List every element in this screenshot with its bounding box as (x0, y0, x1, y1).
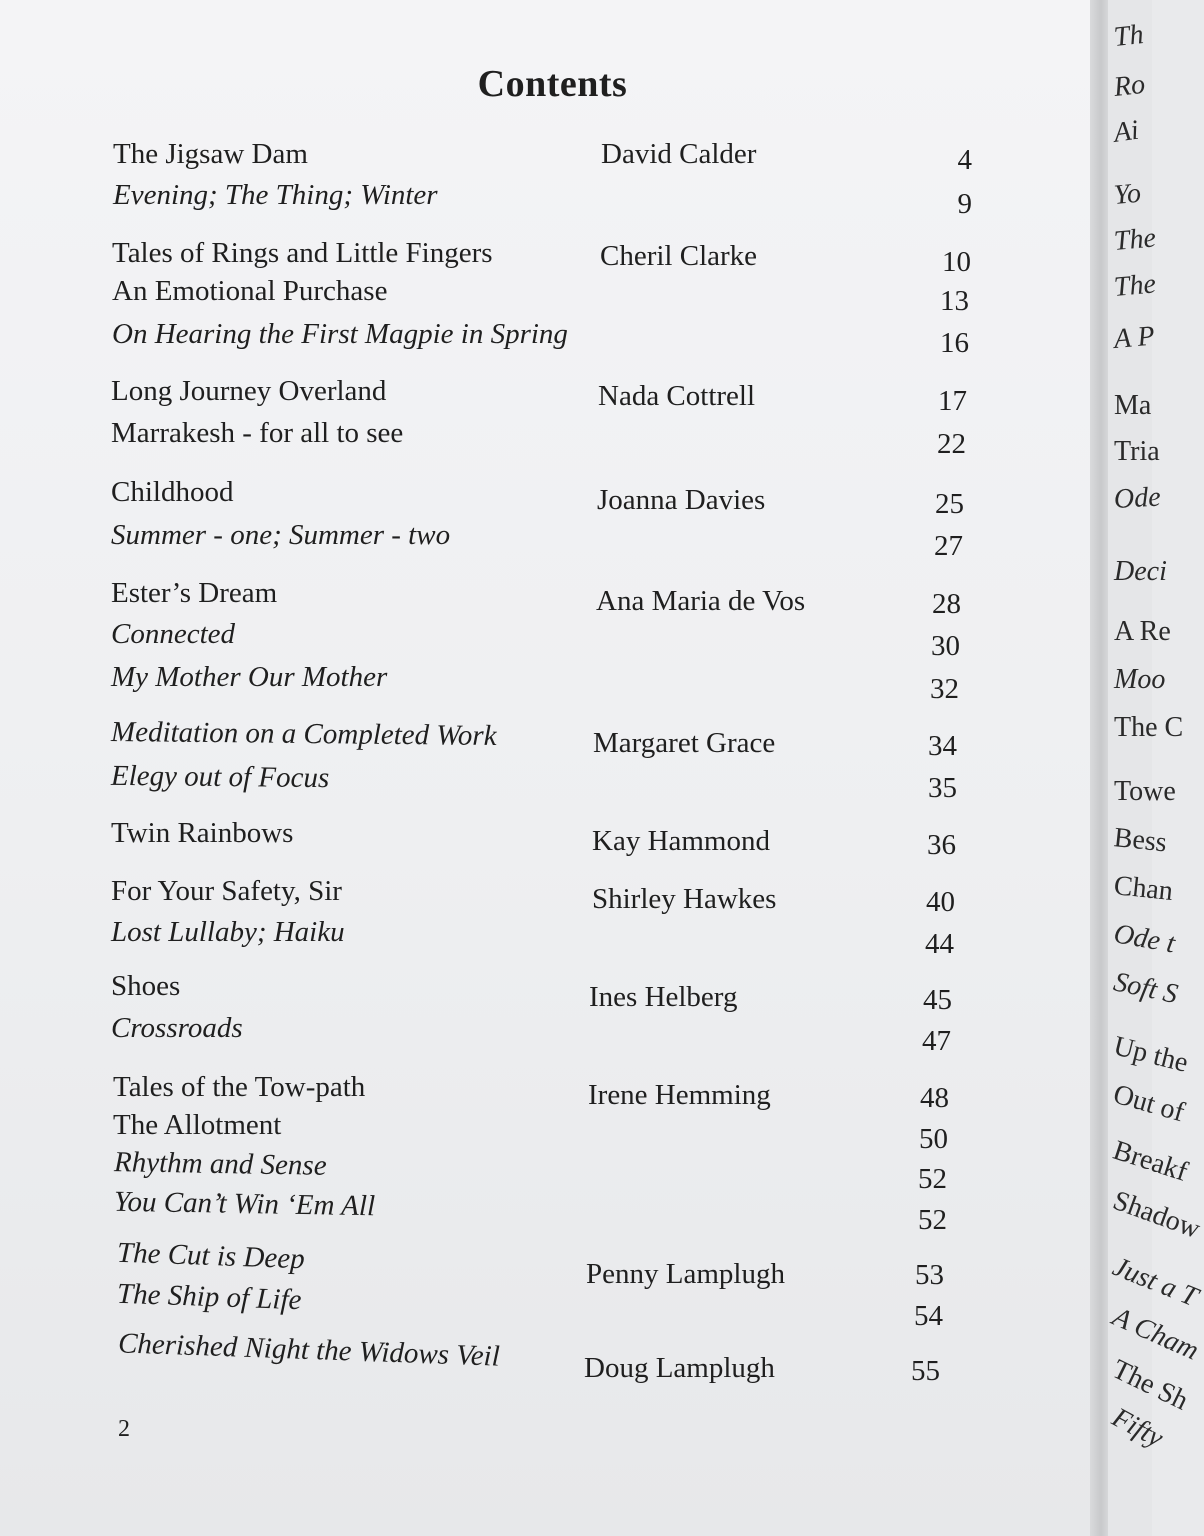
entry-page-number: 44 (925, 928, 954, 960)
entry-title: Twin Rainbows (111, 817, 294, 849)
entry-page-number: 9 (957, 188, 972, 220)
entry-title: Summer - one; Summer - two (111, 519, 451, 551)
facing-page-fragment: Ai (1111, 114, 1141, 149)
facing-page-fragment: A Re (1114, 616, 1171, 647)
entry-title: The Jigsaw Dam (113, 138, 308, 170)
entry-page-number: 17 (938, 385, 967, 417)
page-number: 2 (118, 1416, 130, 1442)
facing-page-fragment: Yo (1112, 177, 1143, 211)
entry-title: Tales of Rings and Little Fingers (112, 237, 493, 269)
entry-page-number: 28 (932, 588, 961, 620)
entry-title: The Ship of Life (116, 1277, 303, 1317)
facing-page (1106, 0, 1204, 1536)
entry-title: Elegy out of Focus (110, 759, 330, 795)
facing-page-fragment: The (1112, 268, 1158, 303)
entry-page-number: 47 (922, 1025, 951, 1057)
entry-page-number: 53 (915, 1259, 944, 1291)
entry-title: Connected (111, 618, 236, 650)
entry-author: Cheril Clarke (600, 240, 758, 272)
entry-title: An Emotional Purchase (112, 275, 388, 307)
facing-page-fragment: Just a T (1108, 1251, 1203, 1314)
entry-title: Crossroads (111, 1012, 243, 1044)
entry-author: Doug Lamplugh (584, 1352, 775, 1384)
entry-page-number: 40 (926, 886, 955, 918)
entry-title: My Mother Our Mother (111, 661, 388, 693)
facing-page-fragment: Ode (1113, 481, 1162, 515)
facing-page-fragment: The (1112, 222, 1158, 257)
facing-page-fragment: Th (1112, 18, 1145, 53)
entry-author: Ines Helberg (589, 981, 738, 1013)
entry-title: Childhood (111, 476, 234, 508)
facing-page-fragment: Out of (1109, 1078, 1188, 1129)
entry-title: Lost Lullaby; Haiku (111, 916, 345, 948)
entry-page-number: 55 (911, 1355, 940, 1387)
facing-page-fragment: Soft S (1110, 966, 1181, 1011)
entry-title: The Allotment (113, 1109, 282, 1141)
entry-title: Long Journey Overland (111, 375, 387, 407)
facing-page-fragment: Shadow (1108, 1184, 1204, 1245)
facing-page-fragment: Up the (1110, 1030, 1192, 1079)
entry-title: Tales of the Tow-path (113, 1071, 366, 1103)
entry-title: On Hearing the First Magpie in Spring (112, 318, 568, 350)
entry-page-number: 52 (918, 1204, 947, 1236)
facing-page-fragment: Fifty (1106, 1401, 1169, 1455)
entry-page-number: 25 (935, 488, 964, 520)
entry-page-number: 45 (923, 984, 952, 1016)
entry-page-number: 48 (920, 1082, 949, 1114)
entry-page-number: 50 (919, 1123, 948, 1155)
entry-title: The Cut is Deep (116, 1236, 306, 1276)
entry-author: Shirley Hawkes (592, 883, 777, 915)
entry-page-number: 22 (937, 428, 966, 460)
entry-author: Kay Hammond (592, 825, 770, 857)
entry-page-number: 36 (927, 829, 956, 861)
entry-page-number: 16 (940, 327, 969, 359)
entry-author: Penny Lamplugh (586, 1258, 785, 1290)
entry-author: Joanna Davies (597, 484, 766, 516)
facing-page-fragment: The Sh (1107, 1353, 1194, 1417)
entry-page-number: 52 (918, 1163, 947, 1195)
entry-page-number: 35 (928, 772, 957, 804)
entry-page-number: 4 (957, 144, 972, 176)
entry-title: Shoes (111, 970, 181, 1002)
entry-title: For Your Safety, Sir (111, 875, 342, 907)
facing-page-fragment: The C (1114, 712, 1184, 743)
entry-author: David Calder (601, 138, 757, 170)
facing-page-fragment: Tria (1114, 436, 1160, 467)
entry-title: Ester’s Dream (111, 577, 278, 609)
facing-page-fragment: Towe (1114, 776, 1176, 807)
facing-page-fragment: Deci (1114, 556, 1167, 587)
entry-title: Meditation on a Completed Work (110, 715, 497, 753)
facing-page-fragment: Breakf (1109, 1134, 1192, 1188)
entry-page-number: 30 (931, 630, 960, 662)
entry-page-number: 13 (940, 285, 969, 317)
facing-page-fragment: A Cham (1107, 1301, 1204, 1367)
entry-page-number: 32 (930, 673, 959, 705)
facing-page-fragment: Chan (1112, 870, 1175, 908)
entry-author: Irene Hemming (588, 1079, 771, 1111)
facing-page-fragment: Moo (1114, 664, 1166, 695)
facing-page-fragment: Bess (1112, 822, 1169, 859)
facing-page-fragment: A P (1112, 320, 1156, 355)
entry-title: Rhythm and Sense (113, 1146, 327, 1182)
entry-title: You Can’t Win ‘Em All (113, 1185, 376, 1223)
entry-author: Ana Maria de Vos (596, 585, 806, 617)
entry-page-number: 34 (928, 730, 957, 762)
facing-page-fragment: Ma (1114, 390, 1152, 421)
entry-page-number: 27 (934, 530, 963, 562)
entry-title: Evening; The Thing; Winter (113, 179, 438, 211)
entry-author: Nada Cottrell (598, 380, 756, 412)
facing-page-fragment: Ro (1112, 68, 1147, 103)
entry-page-number: 54 (914, 1300, 943, 1332)
facing-page-fragment: Ode t (1111, 918, 1178, 960)
page-title: Contents (477, 63, 628, 105)
entry-title: Marrakesh - for all to see (111, 417, 404, 449)
entry-page-number: 10 (942, 246, 971, 278)
entry-author: Margaret Grace (593, 727, 776, 759)
entry-title: Cherished Night the Widows Veil (117, 1327, 501, 1373)
